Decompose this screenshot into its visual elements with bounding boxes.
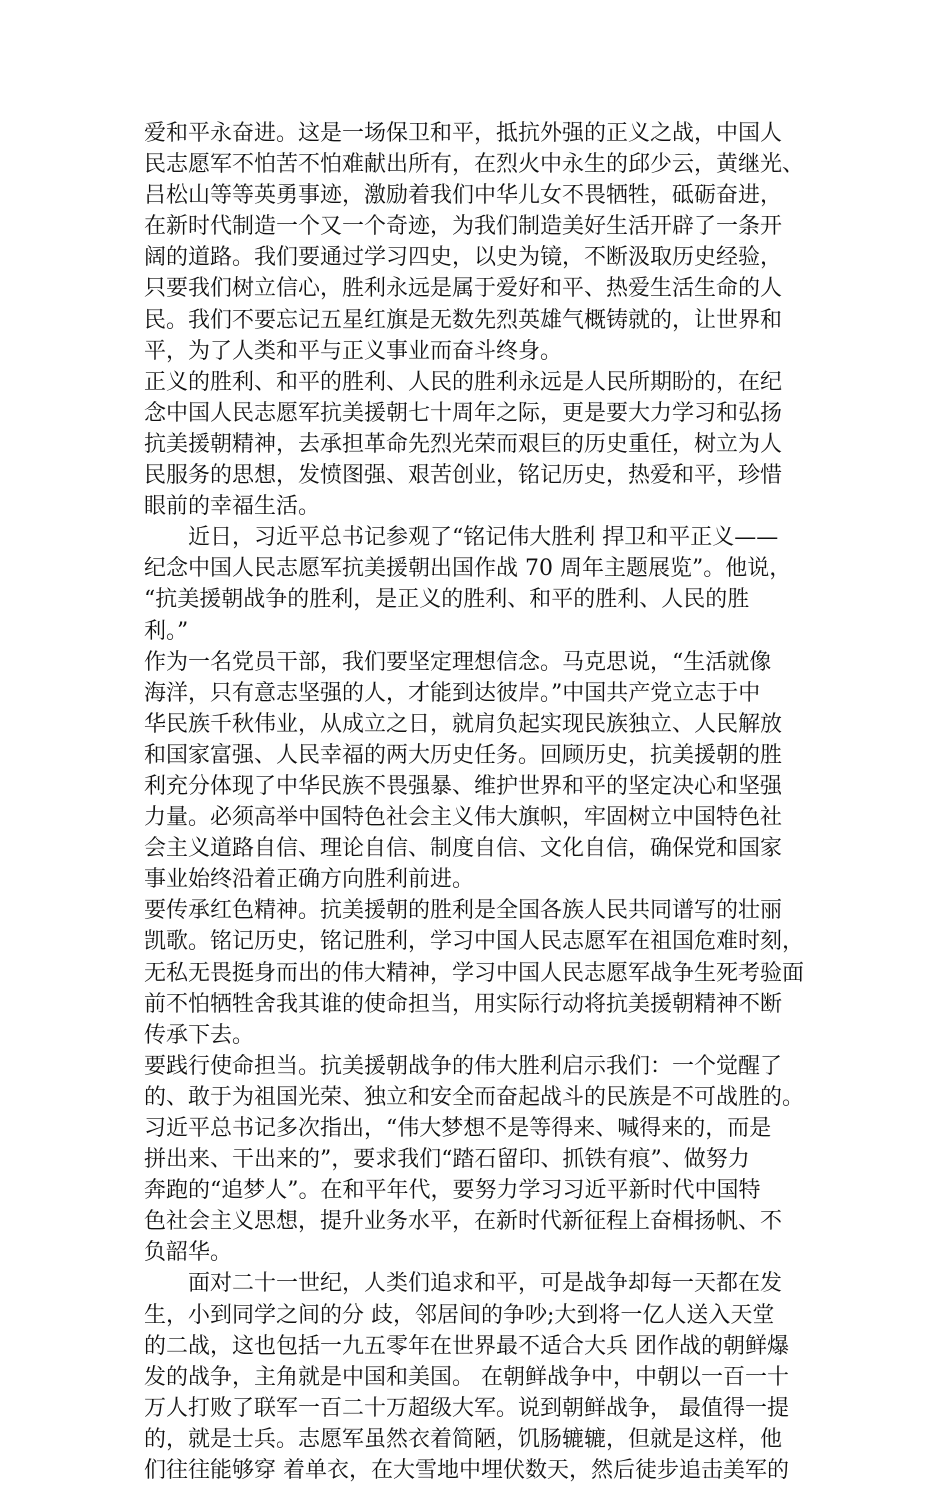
text-line: 凯歌。铭记历史，铭记胜利，学习中国人民志愿军在祖国危难时刻，	[144, 929, 805, 955]
text-line: 事业始终沿着正确方向胜利前进。	[144, 867, 475, 893]
text-line: 无私无畏挺身而出的伟大精神，学习中国人民志愿军战争生死考验面	[144, 960, 805, 986]
text-line: 要传承红色精神。抗美援朝的胜利是全国各族人民共同谱写的壮丽	[144, 898, 783, 924]
text-line: 纪念中国人民志愿军抗美援朝出国作战 70 周年主题展览”。他说，	[144, 556, 792, 582]
text-line: 万人打败了联军一百二十万超级大军。说到朝鲜战争， 最值得一提	[144, 1395, 789, 1421]
text-line: “抗美援朝战争的胜利，是正义的胜利、和平的胜利、人民的胜	[144, 587, 750, 613]
text-line: 利。”	[144, 618, 189, 644]
text-line: 要践行使命担当。抗美援朝战争的伟大胜利启示我们：一个觉醒了	[144, 1053, 783, 1079]
text-line: 奔跑的“追梦人”。在和平年代，要努力学习习近平新时代中国特	[144, 1178, 761, 1204]
text-line: 负韶华。	[144, 1240, 233, 1266]
text-line: 只要我们树立信心，胜利永远是属于爱好和平、热爱生活生命的人	[144, 276, 783, 302]
text-line: 色社会主义思想，提升业务水平，在新时代新征程上奋楫扬帆、不	[144, 1209, 783, 1235]
text-line: 传承下去。	[144, 1022, 255, 1048]
text-line: 民志愿军不怕苦不怕难献出所有，在烈火中永生的邱少云，黄继光、	[144, 152, 805, 178]
text-line: 的、敢于为祖国光荣、独立和安全而奋起战斗的民族是不可战胜的。	[144, 1084, 805, 1110]
text-line: 近日，习近平总书记参观了“铭记伟大胜利 捍卫和平正义——	[144, 525, 779, 551]
text-line: 正义的胜利、和平的胜利、人民的胜利永远是人民所期盼的，在纪	[144, 369, 783, 395]
text-line: 们往往能够穿 着单衣，在大雪地中埋伏数天，然后徒步追击美军的	[144, 1458, 789, 1484]
text-line: 平，为了人类和平与正义事业而奋斗终身。	[144, 338, 563, 364]
text-line: 会主义道路自信、理论自信、制度自信、文化自信，确保党和国家	[144, 836, 783, 862]
text-line: 民。我们不要忘记五星红旗是无数先烈英雄气概铸就的，让世界和	[144, 307, 783, 333]
text-line: 在新时代制造一个又一个奇迹，为我们制造美好生活开辟了一条开	[144, 214, 783, 240]
text-line: 利充分体现了中华民族不畏强暴、维护世界和平的坚定决心和坚强	[144, 773, 783, 799]
document-page	[144, 118, 816, 1486]
text-line: 民服务的思想，发愤图强、艰苦创业，铭记历史，热爱和平，珍惜	[144, 463, 783, 489]
text-line: 习近平总书记多次指出，“伟大梦想不是等得来、喊得来的，而是	[144, 1116, 772, 1141]
text-line: 生，小到同学之间的分 歧，邻居间的争吵;大到将一亿人送入天堂	[144, 1302, 775, 1328]
text-line: 念中国人民志愿军抗美援朝七十周年之际，更是要大力学习和弘扬	[144, 400, 783, 426]
text-line: 力量。必须高举中国特色社会主义伟大旗帜，牢固树立中国特色社	[144, 805, 783, 831]
text-line: 抗美援朝精神，去承担革命先烈光荣而艰巨的历史重任，树立为人	[144, 431, 783, 457]
text-line: 前不怕牺牲舍我其谁的使命担当，用实际行动将抗美援朝精神不断	[144, 991, 783, 1017]
text-line: 爱和平永奋进。这是一场保卫和平，抵抗外强的正义之战，中国人	[144, 121, 783, 146]
text-line: 吕松山等等英勇事迹，激励着我们中华儿女不畏牺牲，砥砺奋进，	[144, 183, 783, 209]
text-line: 和国家富强、人民幸福的两大历史任务。回顾历史，抗美援朝的胜	[144, 742, 783, 768]
text-line: 海洋，只有意志坚强的人，才能到达彼岸。”中国共产党立志于中	[144, 680, 761, 706]
text-line: 发的战争，主角就是中国和美国。 在朝鲜战争中，中朝以一百一十	[144, 1364, 789, 1390]
text-line: 面对二十一世纪，人类们追求和平，可是战争却每一天都在发	[144, 1271, 783, 1297]
text-line: 作为一名党员干部，我们要坚定理想信念。马克思说，“生活就像	[144, 649, 772, 675]
text-line: 拼出来、干出来的”，要求我们“踏石留印、抓铁有痕”、做努力	[144, 1147, 750, 1173]
text-line: 阔的道路。我们要通过学习四史，以史为镜，不断汲取历史经验，	[144, 245, 783, 271]
text-line: 眼前的幸福生活。	[144, 494, 321, 520]
text-line: 的二战，这也包括一九五零年在世界最不适合大兵 团作战的朝鲜爆	[144, 1333, 789, 1359]
text-line: 华民族千秋伟业，从成立之日，就肩负起实现民族独立、人民解放	[144, 711, 783, 737]
text-line: 的，就是士兵。志愿军虽然衣着简陋，饥肠辘辘，但就是这样，他	[144, 1426, 783, 1452]
